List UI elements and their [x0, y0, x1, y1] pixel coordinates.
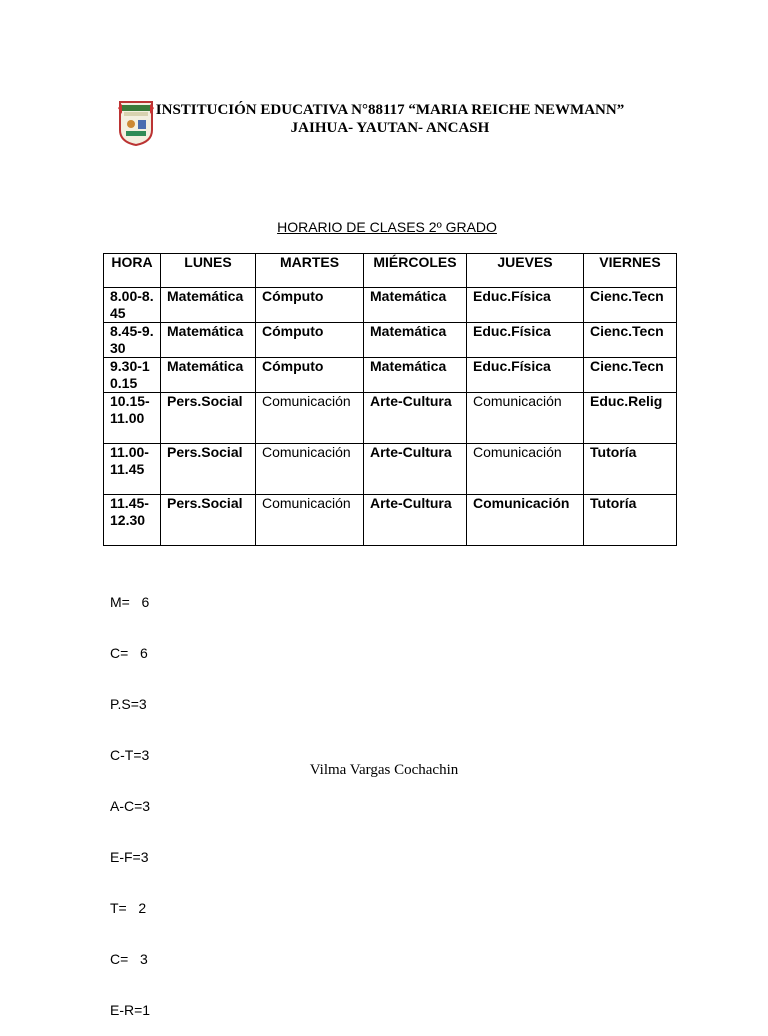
- summary-line: T= 2: [110, 900, 147, 916]
- school-location: JAIHUA- YAUTAN- ANCASH: [290, 120, 490, 136]
- summary-line: P.S=3: [110, 696, 147, 712]
- table-cell: Pers.Social: [161, 393, 256, 444]
- table-row: [104, 358, 677, 393]
- table-cell: Comunicación: [467, 393, 584, 444]
- table-cell: Educ.Relig: [584, 393, 677, 444]
- summary-line: C-T=3: [110, 747, 150, 763]
- summary-line: M= 6: [110, 594, 150, 610]
- summary-line: C= 3: [110, 951, 148, 967]
- teacher-signature-name: Vilma Vargas Cochachin: [309, 762, 459, 778]
- table-cell: Educ.Física: [467, 358, 584, 393]
- table-cell: Matemática: [364, 323, 467, 358]
- time-cell: 10.15-11.00: [104, 393, 161, 444]
- table-cell: Pers.Social: [161, 444, 256, 495]
- table-row: [104, 288, 677, 323]
- col-header-lunes: LUNES: [161, 254, 256, 288]
- table-cell: Matemática: [161, 288, 256, 323]
- table-cell: Arte-Cultura: [364, 444, 467, 495]
- table-row: [104, 495, 677, 546]
- table-cell: Comunicación: [256, 444, 364, 495]
- table-cell: Matemática: [161, 358, 256, 393]
- table-header-row: [104, 254, 677, 288]
- time-cell: 8.00-8.45: [104, 288, 161, 323]
- time-cell: 8.45-9.30: [104, 323, 161, 358]
- table-cell: Cienc.Tecn: [584, 288, 677, 323]
- table-row: [104, 323, 677, 358]
- table-cell: Cómputo: [256, 288, 364, 323]
- table-cell: Educ.Física: [467, 288, 584, 323]
- col-header-miercoles: MIÉRCOLES: [364, 254, 467, 288]
- table-cell: Matemática: [364, 358, 467, 393]
- col-header-martes: MARTES: [256, 254, 364, 288]
- time-cell: 11.00-11.45: [104, 444, 161, 495]
- col-header-hora: HORA: [104, 254, 161, 288]
- table-cell: Pers.Social: [161, 495, 256, 546]
- table-row: [104, 393, 677, 444]
- school-header: [140, 101, 640, 137]
- table-cell: Cómputo: [256, 323, 364, 358]
- table-cell: Cómputo: [256, 358, 364, 393]
- table-cell: Comunicación: [256, 393, 364, 444]
- col-header-jueves: JUEVES: [467, 254, 584, 288]
- table-cell: Comunicación: [467, 495, 584, 546]
- time-cell: 11.45-12.30: [104, 495, 161, 546]
- summary-line: A-C=3: [110, 798, 151, 814]
- time-cell: 9.30-10.15: [104, 358, 161, 393]
- table-row: [104, 444, 677, 495]
- schedule-table: [103, 253, 677, 546]
- table-cell: Comunicación: [256, 495, 364, 546]
- table-cell: Arte-Cultura: [364, 495, 467, 546]
- table-cell: Matemática: [364, 288, 467, 323]
- table-cell: Comunicación: [467, 444, 584, 495]
- summary-line: C= 6: [110, 645, 148, 661]
- hours-summary: [110, 560, 150, 1036]
- summary-line: E-F=3: [110, 849, 149, 865]
- col-header-viernes: VIERNES: [584, 254, 677, 288]
- summary-line: E-R=1: [110, 1002, 151, 1018]
- table-cell: Tutoría: [584, 495, 677, 546]
- table-cell: Arte-Cultura: [364, 393, 467, 444]
- table-cell: Cienc.Tecn: [584, 358, 677, 393]
- schedule-title: HORARIO DE CLASES 2º GRADO: [277, 219, 497, 235]
- table-cell: Tutoría: [584, 444, 677, 495]
- table-cell: Cienc.Tecn: [584, 323, 677, 358]
- table-cell: Educ.Física: [467, 323, 584, 358]
- school-name: INSTITUCIÓN EDUCATIVA N°88117 “MARIA REICHE NEWMANN”: [155, 102, 625, 118]
- table-cell: Matemática: [161, 323, 256, 358]
